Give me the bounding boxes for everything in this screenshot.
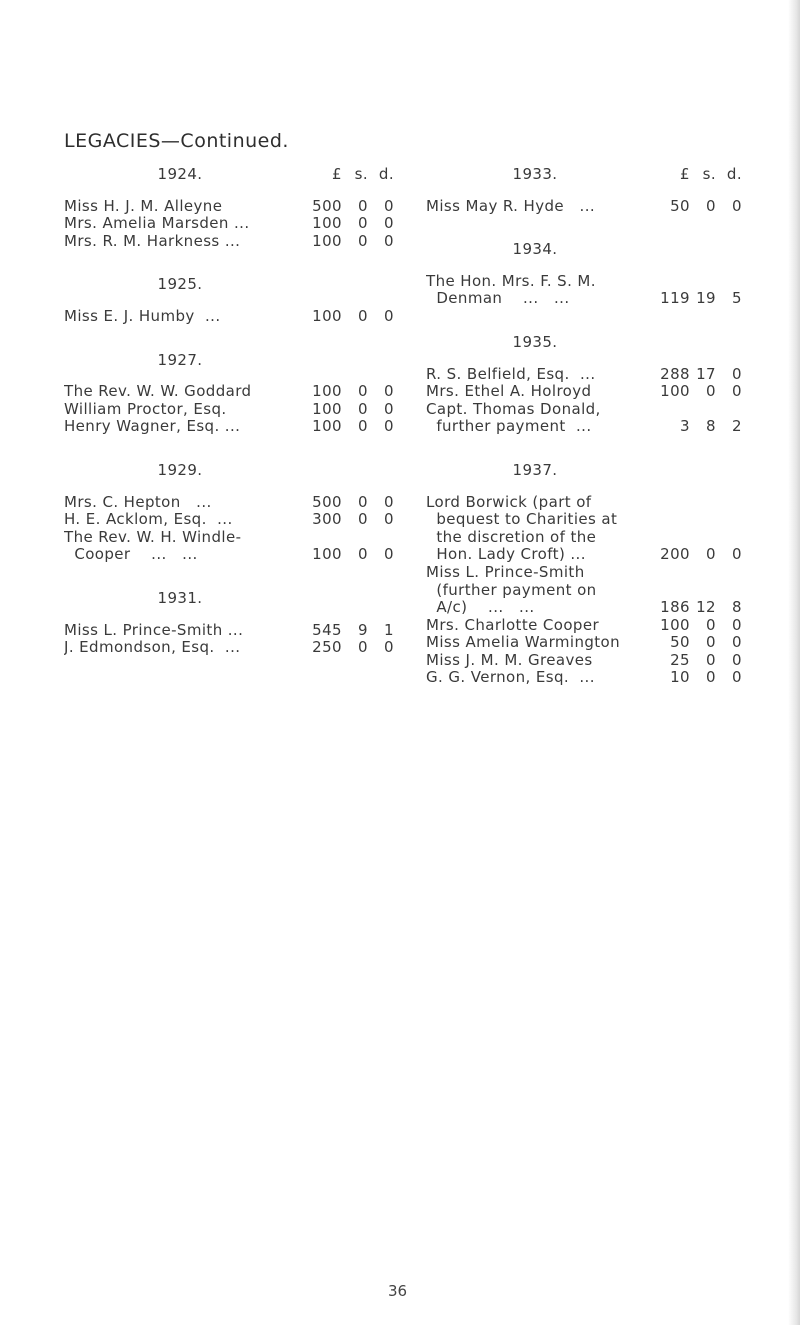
amount-pounds: 25 bbox=[670, 650, 690, 669]
header-gap bbox=[426, 352, 742, 366]
legator-name: Lord Borwick (part of bbox=[426, 493, 592, 511]
amount-shillings: 0 bbox=[706, 668, 716, 687]
amount-pence: 0 bbox=[384, 196, 394, 215]
year-heading: 1933. bbox=[512, 166, 558, 183]
amount-pounds: 250 bbox=[312, 638, 342, 657]
legator-name: Miss L. Prince-Smith bbox=[426, 563, 585, 581]
amount-pence: 5 bbox=[732, 289, 742, 308]
legator-name: Henry Wagner, Esq. ... bbox=[64, 418, 241, 436]
amount-pence: 0 bbox=[732, 615, 742, 634]
amount-pence: 1 bbox=[384, 620, 394, 639]
legator-name: further payment ... bbox=[426, 418, 592, 436]
legator-name: the discretion of the bbox=[426, 528, 597, 546]
amount-pounds: 100 bbox=[312, 214, 342, 233]
pounds-column-header: £ bbox=[680, 165, 690, 183]
amount-pence: 0 bbox=[384, 545, 394, 564]
legacy-entry-row bbox=[426, 494, 742, 512]
amount-pounds: 500 bbox=[312, 196, 342, 215]
legacy-entry-row bbox=[426, 401, 742, 419]
shillings-column-header: s. bbox=[354, 165, 368, 183]
amount-pounds: 100 bbox=[312, 417, 342, 436]
section-gap bbox=[64, 326, 394, 352]
amount-pence: 0 bbox=[384, 382, 394, 401]
legator-name: bequest to Charities at bbox=[426, 511, 618, 529]
amount-pounds: 500 bbox=[312, 492, 342, 511]
amount-pounds: 10 bbox=[670, 668, 690, 687]
legacy-entry-row bbox=[64, 233, 394, 251]
shillings-column-header: s. bbox=[702, 165, 716, 183]
legacy-entry-row bbox=[426, 383, 742, 401]
legator-name: Mrs. R. M. Harkness ... bbox=[64, 232, 241, 250]
legator-name: (further payment on bbox=[426, 581, 597, 599]
amount-shillings: 8 bbox=[706, 417, 716, 436]
year-header-row bbox=[64, 590, 394, 608]
legacy-entry-row bbox=[64, 494, 394, 512]
page-heading bbox=[64, 130, 289, 152]
legator-name: Denman ... ... bbox=[426, 290, 570, 308]
amount-pounds: 50 bbox=[670, 633, 690, 652]
legacy-entry-row bbox=[426, 511, 742, 529]
section-gap bbox=[426, 308, 742, 334]
legator-name: The Rev. W. W. Goddard bbox=[64, 383, 252, 401]
legacy-entry-row bbox=[426, 617, 742, 635]
amount-pounds: 119 bbox=[660, 289, 690, 308]
legator-name: Mrs. Ethel A. Holroyd bbox=[426, 383, 592, 401]
amount-pounds: 288 bbox=[660, 364, 690, 383]
heading-title: LEGACIES bbox=[64, 130, 161, 152]
year-heading: 1931. bbox=[157, 589, 203, 607]
legacy-entry-row bbox=[64, 401, 394, 419]
left-column bbox=[64, 166, 394, 657]
amount-shillings: 0 bbox=[358, 306, 368, 325]
section-gap bbox=[426, 436, 742, 462]
legator-name: Miss Amelia Warmington bbox=[426, 634, 621, 652]
section-gap bbox=[426, 215, 742, 241]
year-heading: 1929. bbox=[157, 461, 203, 479]
legator-name: Cooper ... ... bbox=[64, 546, 198, 564]
legator-name: Miss H. J. M. Alleyne bbox=[64, 197, 223, 215]
amount-pounds: 100 bbox=[312, 545, 342, 564]
legator-name: The Hon. Mrs. F. S. M. bbox=[426, 272, 596, 290]
amount-pence: 0 bbox=[384, 492, 394, 511]
amount-shillings: 0 bbox=[358, 231, 368, 250]
header-gap bbox=[64, 294, 394, 308]
amount-pence: 0 bbox=[384, 417, 394, 436]
legacy-entry-row bbox=[426, 652, 742, 670]
amount-pence: 8 bbox=[732, 598, 742, 617]
legator-name: H. E. Acklom, Esq. ... bbox=[64, 511, 233, 529]
legacy-entry-row bbox=[64, 529, 394, 547]
amount-pence: 0 bbox=[732, 650, 742, 669]
amount-pounds: 100 bbox=[660, 382, 690, 401]
amount-pence: 0 bbox=[384, 214, 394, 233]
amount-shillings: 17 bbox=[696, 364, 716, 383]
year-heading: 1924. bbox=[157, 166, 203, 183]
amount-pounds: 3 bbox=[680, 417, 690, 436]
section-gap bbox=[64, 564, 394, 590]
heading-subtitle: —Continued. bbox=[160, 130, 289, 152]
legacy-entry-row bbox=[426, 599, 742, 617]
header-gap bbox=[426, 480, 742, 494]
header-gap bbox=[64, 480, 394, 494]
amount-pence: 0 bbox=[732, 668, 742, 687]
amount-shillings: 0 bbox=[706, 633, 716, 652]
amount-shillings: 0 bbox=[358, 417, 368, 436]
amount-pounds: 545 bbox=[312, 620, 342, 639]
header-gap bbox=[426, 184, 742, 198]
legacy-entry-row bbox=[64, 511, 394, 529]
pounds-column-header: £ bbox=[332, 165, 342, 183]
amount-shillings: 0 bbox=[706, 650, 716, 669]
amount-shillings: 0 bbox=[706, 196, 716, 215]
year-heading: 1927. bbox=[157, 351, 203, 369]
legator-name: Hon. Lady Croft) ... bbox=[426, 546, 586, 564]
amount-shillings: 0 bbox=[358, 196, 368, 215]
year-header-row bbox=[64, 166, 394, 184]
amount-pounds: 186 bbox=[660, 598, 690, 617]
legator-name: Mrs. Charlotte Cooper bbox=[426, 616, 600, 634]
amount-shillings: 0 bbox=[358, 399, 368, 418]
pence-column-header: d. bbox=[378, 165, 394, 183]
amount-shillings: 0 bbox=[358, 638, 368, 657]
amount-pounds: 50 bbox=[670, 196, 690, 215]
legacy-entry-row bbox=[426, 546, 742, 564]
year-header-row bbox=[426, 241, 742, 259]
page-edge-shadow bbox=[788, 0, 800, 1325]
amount-pounds: 100 bbox=[312, 399, 342, 418]
legacy-entry-row bbox=[64, 639, 394, 657]
amount-pounds: 100 bbox=[660, 615, 690, 634]
amount-pence: 0 bbox=[384, 399, 394, 418]
amount-pence: 0 bbox=[384, 510, 394, 529]
legacy-entry-row bbox=[426, 529, 742, 547]
legator-name: R. S. Belfield, Esq. ... bbox=[426, 365, 596, 383]
amount-pence: 0 bbox=[732, 633, 742, 652]
year-heading: 1925. bbox=[157, 276, 203, 294]
amount-shillings: 0 bbox=[706, 382, 716, 401]
year-header-row bbox=[426, 166, 742, 184]
amount-shillings: 0 bbox=[706, 615, 716, 634]
amount-pence: 2 bbox=[732, 417, 742, 436]
header-gap bbox=[64, 369, 394, 383]
legator-name: William Proctor, Esq. bbox=[64, 400, 227, 418]
header-gap bbox=[426, 259, 742, 273]
legacy-entry-row bbox=[426, 634, 742, 652]
legacy-entry-row bbox=[426, 290, 742, 308]
legacy-entry-row bbox=[64, 383, 394, 401]
section-gap bbox=[64, 250, 394, 276]
amount-pence: 0 bbox=[732, 382, 742, 401]
legacy-entry-row bbox=[426, 564, 742, 582]
year-header-row bbox=[64, 352, 394, 370]
legator-name: Capt. Thomas Donald, bbox=[426, 400, 601, 418]
amount-shillings: 19 bbox=[696, 289, 716, 308]
legacy-entry-row bbox=[64, 215, 394, 233]
amount-pence: 0 bbox=[384, 231, 394, 250]
amount-pounds: 200 bbox=[660, 545, 690, 564]
legator-name: Miss J. M. M. Greaves bbox=[426, 651, 593, 669]
legacy-entry-row bbox=[426, 582, 742, 600]
legator-name: Miss May R. Hyde ... bbox=[426, 197, 596, 215]
amount-shillings: 0 bbox=[358, 545, 368, 564]
legator-name: Miss E. J. Humby ... bbox=[64, 307, 221, 325]
amount-shillings: 0 bbox=[358, 510, 368, 529]
amount-pounds: 300 bbox=[312, 510, 342, 529]
amount-shillings: 0 bbox=[358, 492, 368, 511]
legacy-entry-row bbox=[426, 273, 742, 291]
amount-pounds: 100 bbox=[312, 231, 342, 250]
legator-name: J. Edmondson, Esq. ... bbox=[64, 639, 241, 657]
amount-pounds: 100 bbox=[312, 382, 342, 401]
pence-column-header: d. bbox=[726, 165, 742, 183]
year-header-row bbox=[64, 462, 394, 480]
year-header-row bbox=[426, 462, 742, 480]
legacy-entry-row bbox=[64, 308, 394, 326]
year-header-row bbox=[64, 276, 394, 294]
year-heading: 1937. bbox=[512, 461, 558, 479]
amount-pounds: 100 bbox=[312, 306, 342, 325]
year-heading: 1935. bbox=[512, 333, 558, 351]
amount-shillings: 0 bbox=[358, 382, 368, 401]
legator-name: G. G. Vernon, Esq. ... bbox=[426, 669, 595, 687]
legacy-entry-row bbox=[426, 366, 742, 384]
amount-pence: 0 bbox=[732, 364, 742, 383]
legator-name: Mrs. Amelia Marsden ... bbox=[64, 215, 250, 233]
legator-name: The Rev. W. H. Windle- bbox=[64, 528, 242, 546]
amount-pence: 0 bbox=[384, 638, 394, 657]
amount-shillings: 0 bbox=[358, 214, 368, 233]
amount-shillings: 12 bbox=[696, 598, 716, 617]
header-gap bbox=[64, 184, 394, 198]
amount-pence: 0 bbox=[732, 196, 742, 215]
legacy-entry-row bbox=[426, 669, 742, 687]
amount-shillings: 0 bbox=[706, 545, 716, 564]
legator-name: Miss L. Prince-Smith ... bbox=[64, 621, 244, 639]
right-column bbox=[426, 166, 742, 687]
amount-shillings: 9 bbox=[358, 620, 368, 639]
year-header-row bbox=[426, 334, 742, 352]
legacy-entry-row bbox=[64, 546, 394, 564]
legacy-entry-row bbox=[426, 198, 742, 216]
amount-pence: 0 bbox=[384, 306, 394, 325]
legacy-entry-row bbox=[64, 418, 394, 436]
amount-pence: 0 bbox=[732, 545, 742, 564]
section-gap bbox=[64, 436, 394, 462]
legacy-entry-row bbox=[64, 622, 394, 640]
year-heading: 1934. bbox=[512, 241, 558, 259]
legacy-entry-row bbox=[64, 198, 394, 216]
legator-name: Mrs. C. Hepton ... bbox=[64, 493, 212, 511]
page-number: 36 bbox=[388, 1282, 408, 1300]
legator-name: A/c) ... ... bbox=[426, 599, 535, 617]
legacy-entry-row bbox=[426, 418, 742, 436]
header-gap bbox=[64, 608, 394, 622]
